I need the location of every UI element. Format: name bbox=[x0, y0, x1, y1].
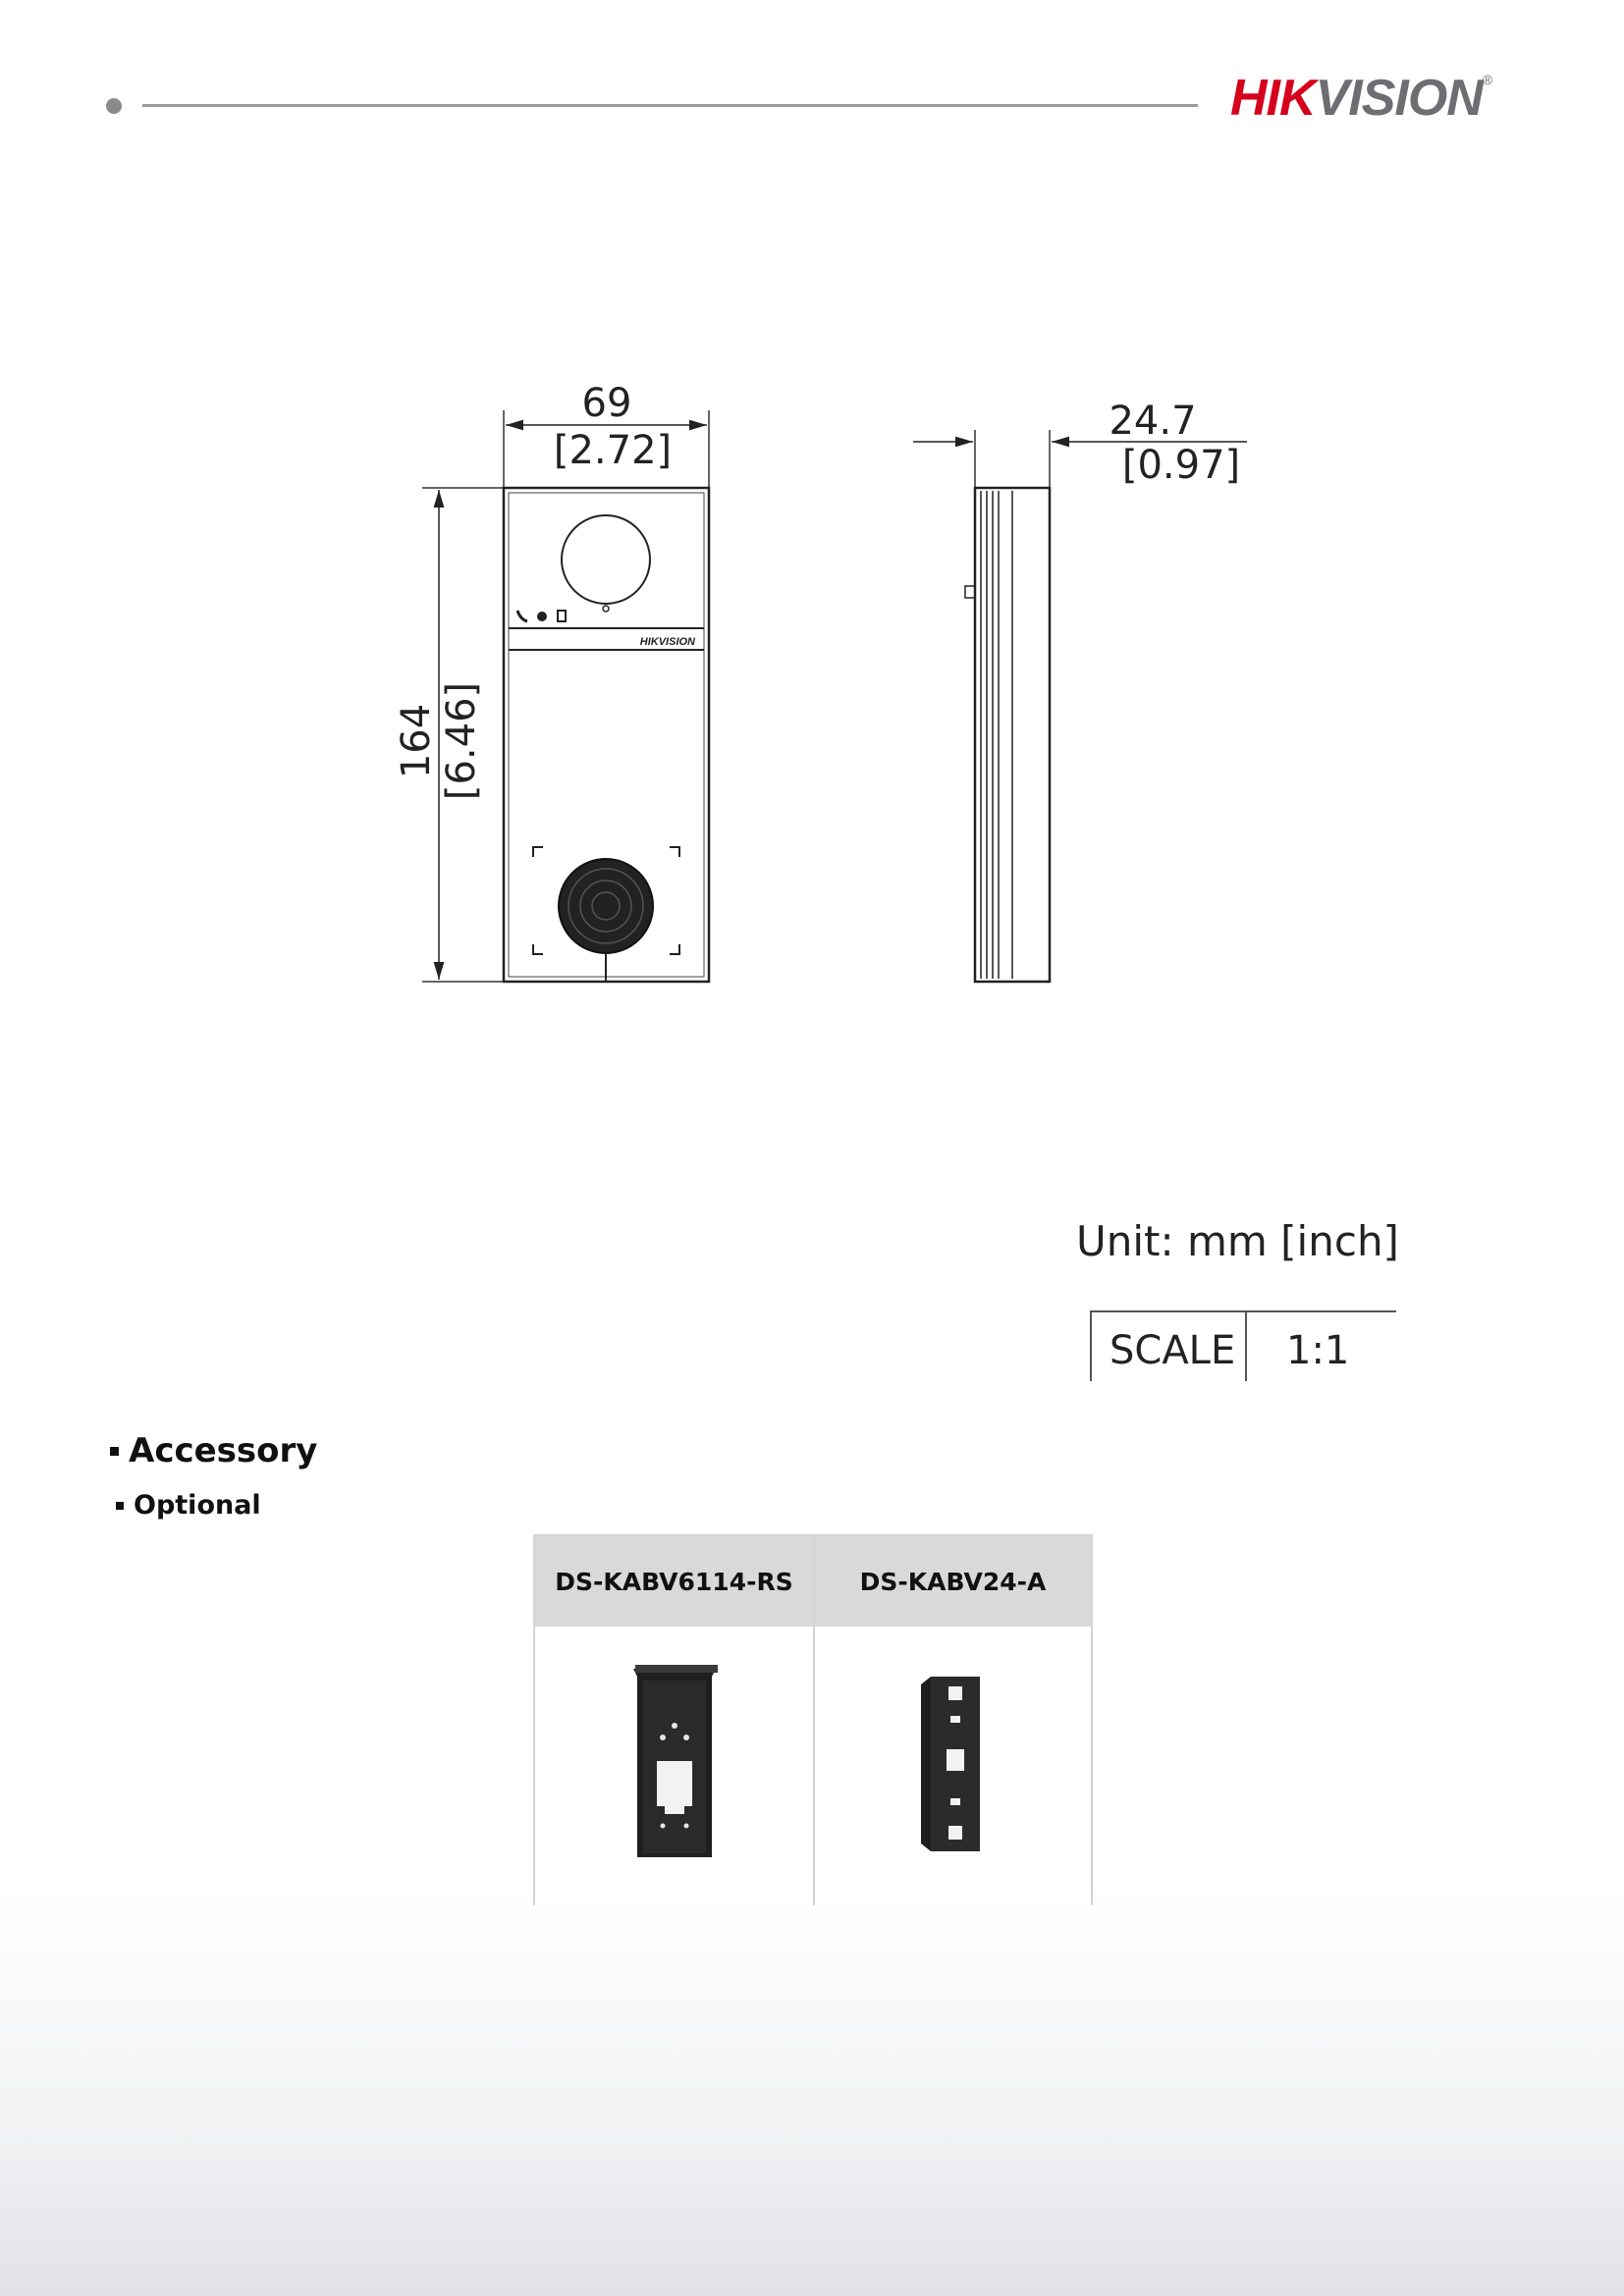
rain-shield-bracket-icon bbox=[625, 1663, 724, 1869]
optional-subheading: Optional bbox=[116, 1490, 261, 1521]
side-view bbox=[913, 399, 1247, 982]
accessory-image-cell-1 bbox=[535, 1627, 813, 1905]
page-background-fade bbox=[0, 1884, 1624, 2296]
accessory-table bbox=[533, 1534, 1093, 1905]
door-icon bbox=[558, 611, 566, 621]
accessory-heading: Accessory bbox=[110, 1431, 317, 1470]
front-view bbox=[394, 381, 709, 982]
angle-bracket-icon bbox=[909, 1673, 998, 1859]
hikvision-logo: HIKVISION® bbox=[1230, 70, 1492, 127]
side-depth-in: [0.97] bbox=[1121, 443, 1241, 488]
accessory-model-2: DS-KABV24-A bbox=[815, 1536, 1091, 1627]
unit-label: Unit: mm [inch] bbox=[1076, 1217, 1399, 1265]
side-depth-mm: 24.7 bbox=[1109, 399, 1197, 444]
accessory-model-1: DS-KABV6114-RS bbox=[535, 1536, 813, 1627]
mic-icon bbox=[537, 612, 547, 621]
scale-value: 1:1 bbox=[1286, 1328, 1350, 1373]
scale-divider bbox=[1245, 1312, 1247, 1381]
front-width-in: [2.72] bbox=[553, 428, 673, 473]
bullet-icon bbox=[116, 1502, 124, 1510]
scale-label: SCALE bbox=[1110, 1328, 1236, 1373]
dimension-drawing bbox=[0, 0, 1624, 1080]
call-icon bbox=[517, 611, 527, 621]
front-panel-logo: HIKVISION bbox=[639, 636, 695, 648]
front-height-in: [6.46] bbox=[439, 681, 484, 801]
front-height-mm: 164 bbox=[394, 703, 439, 779]
bullet-icon bbox=[110, 1447, 119, 1456]
front-width-mm: 69 bbox=[581, 381, 632, 426]
accessory-image-cell-2 bbox=[815, 1627, 1091, 1905]
speaker-grille bbox=[559, 859, 653, 953]
scale-table bbox=[1090, 1310, 1396, 1381]
